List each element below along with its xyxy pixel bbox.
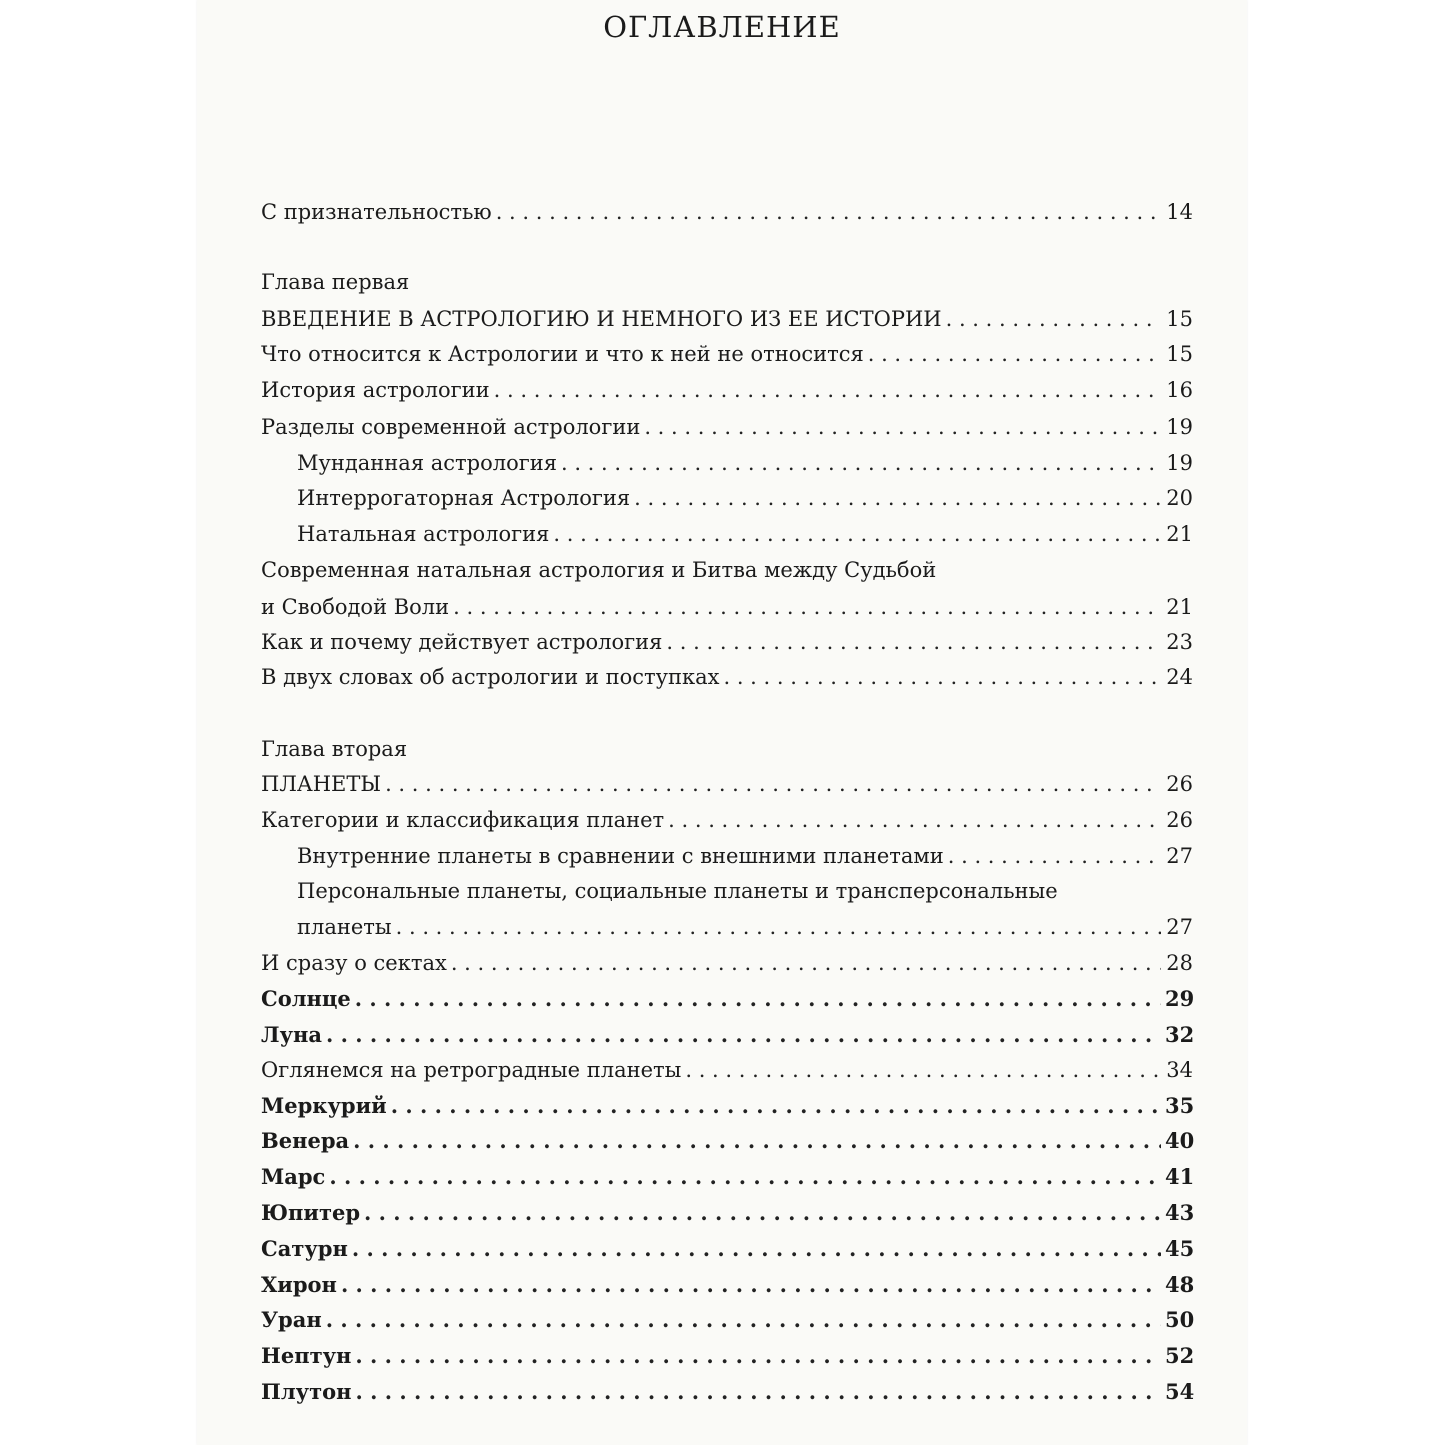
toc-entry-page: 52 [1165, 1343, 1195, 1368]
toc-entry-page: 21 [1166, 522, 1193, 546]
toc-entry-page: 34 [1166, 1058, 1193, 1082]
toc-entry-page: 19 [1166, 451, 1193, 475]
toc-entry-page: 50 [1165, 1307, 1195, 1332]
leader-dots [341, 1268, 1161, 1302]
toc-entry [261, 625, 1193, 659]
leader-dots [723, 660, 1161, 694]
leader-dots [355, 1375, 1161, 1409]
toc-subentry-title-line: Персональные планеты, социальные планеты и трансперсональные [297, 879, 1058, 903]
leader-dots [326, 1303, 1161, 1337]
toc-entry [261, 803, 1193, 837]
toc-entry [261, 767, 1193, 801]
chapter-label: Глава вторая [261, 737, 408, 761]
toc-entry-page: 23 [1166, 630, 1193, 654]
toc-entry [261, 410, 1193, 444]
toc-entry [261, 1196, 1193, 1230]
toc-entry-title: Солнце [261, 986, 351, 1011]
toc-entry-page: 35 [1165, 1093, 1195, 1118]
toc-subentry [297, 839, 1193, 873]
toc-entry-title: Внутренние планеты в сравнении с внешними планетами [297, 844, 944, 868]
leader-dots [496, 195, 1161, 229]
toc-entry-title: Плутон [261, 1379, 352, 1404]
leader-dots [391, 1089, 1161, 1123]
toc-entry-page: 41 [1165, 1164, 1195, 1189]
toc-entry [261, 660, 1193, 694]
leader-dots [868, 337, 1161, 371]
toc-entry-title: планеты [297, 915, 392, 939]
book-page [197, 0, 1247, 1445]
toc-entry-page: 16 [1166, 378, 1193, 402]
toc-entry-page: 54 [1165, 1379, 1195, 1404]
toc-entry [261, 1089, 1193, 1123]
toc-entry [261, 1124, 1193, 1158]
leader-dots [396, 910, 1161, 944]
toc-subentry [297, 517, 1193, 551]
toc-entry-title: И сразу о сектах [261, 951, 447, 975]
leader-dots [352, 1232, 1161, 1266]
toc-entry-page: 26 [1166, 808, 1193, 832]
toc-entry-title: и Свободой Воли [261, 595, 450, 619]
toc-subentry [297, 481, 1193, 515]
toc-entry-title: Луна [261, 1022, 322, 1047]
toc-entry-title-line: Современная натальная астрология и Битва между Судьбой [261, 558, 937, 582]
toc-entry-title: Разделы современной астрологии [261, 415, 641, 439]
toc-entry-page: 29 [1165, 986, 1195, 1011]
toc-entry-page: 26 [1166, 772, 1193, 796]
leader-dots [685, 1053, 1161, 1087]
toc-entry-title: Нептун [261, 1343, 352, 1368]
leader-dots [668, 803, 1161, 837]
toc-entry-title: Венера [261, 1128, 350, 1153]
leader-dots [948, 839, 1161, 873]
toc-entry [261, 1018, 1193, 1052]
leader-dots [553, 517, 1161, 551]
toc-entry-title: Натальная астрология [297, 522, 550, 546]
leader-dots [644, 410, 1161, 444]
toc-entry [261, 1053, 1193, 1087]
toc-entry-title: Как и почему действует астрология [261, 630, 663, 654]
toc-entry-title: Что относится к Астрологии и что к ней не относится [261, 342, 864, 366]
toc-subentry [297, 910, 1193, 944]
toc-entry-page: 24 [1166, 665, 1193, 689]
toc-entry [261, 1339, 1193, 1373]
toc-entry [261, 1232, 1193, 1266]
toc-entry-page: 27 [1166, 844, 1193, 868]
toc-entry-page: 43 [1165, 1200, 1195, 1225]
toc-entry [261, 1303, 1193, 1337]
chapter-label: Глава первая [261, 270, 410, 294]
toc-entry-page: 21 [1166, 595, 1193, 619]
leader-dots [385, 767, 1161, 801]
toc-subentry [297, 446, 1193, 480]
page-title: ОГЛАВЛЕНИЕ [603, 10, 841, 44]
toc-entry-title: ПЛАНЕТЫ [261, 772, 382, 796]
toc-entry-title: С признательностью [261, 200, 492, 224]
toc-entry-page: 40 [1165, 1128, 1195, 1153]
toc-entry-page: 20 [1166, 486, 1193, 510]
toc-entry [261, 337, 1193, 371]
toc-entry-title: Меркурий [261, 1093, 387, 1118]
toc-entry-page: 28 [1166, 951, 1193, 975]
toc-entry-title: Марс [261, 1164, 326, 1189]
leader-dots [451, 946, 1161, 980]
toc-entry-page: 15 [1166, 342, 1193, 366]
leader-dots [666, 625, 1161, 659]
leader-dots [326, 1018, 1161, 1052]
toc-entry-page: 45 [1165, 1236, 1195, 1261]
toc-entry-page: 27 [1166, 915, 1193, 939]
toc-entry [261, 373, 1193, 407]
leader-dots [494, 373, 1161, 407]
toc-entry-title: Оглянемся на ретроградные планеты [261, 1058, 682, 1082]
toc-entry [261, 1160, 1193, 1194]
toc-entry-page: 48 [1165, 1272, 1195, 1297]
toc-entry-title: Сатурн [261, 1236, 348, 1261]
leader-dots [364, 1196, 1161, 1230]
toc-entry [261, 1268, 1193, 1302]
toc-entry-title: Уран [261, 1307, 322, 1332]
toc-entry [261, 982, 1193, 1016]
toc-entry [261, 302, 1193, 336]
toc-entry-page: 19 [1166, 415, 1193, 439]
toc-entry-title: В двух словах об астрологии и поступках [261, 665, 720, 689]
toc-entry [261, 590, 1193, 624]
toc-entry-title: История астрологии [261, 378, 490, 402]
toc-entry-title: Юпитер [261, 1200, 361, 1225]
toc-entry [261, 946, 1193, 980]
toc-entry-title: Категории и классификация планет [261, 808, 665, 832]
toc-entry-title: Мунданная астрология [297, 451, 557, 475]
toc-entry-page: 32 [1165, 1022, 1195, 1047]
toc-entry-title: Интеррогаторная Астрология [297, 486, 631, 510]
toc-entry-title: Хирон [261, 1272, 337, 1297]
toc-entry-page: 14 [1166, 200, 1193, 224]
leader-dots [561, 446, 1161, 480]
leader-dots [355, 982, 1161, 1016]
leader-dots [634, 481, 1161, 515]
toc-entry [261, 1375, 1193, 1409]
leader-dots [355, 1339, 1161, 1373]
leader-dots [453, 590, 1161, 624]
toc-entry-page: 15 [1166, 307, 1193, 331]
toc-entry-title: ВВЕДЕНИЕ В АСТРОЛОГИЮ И НЕМНОГО ИЗ ЕЕ ИСТОРИИ [261, 307, 942, 331]
leader-dots [946, 302, 1161, 336]
toc-entry [261, 195, 1193, 229]
leader-dots [353, 1124, 1161, 1158]
leader-dots [329, 1160, 1161, 1194]
